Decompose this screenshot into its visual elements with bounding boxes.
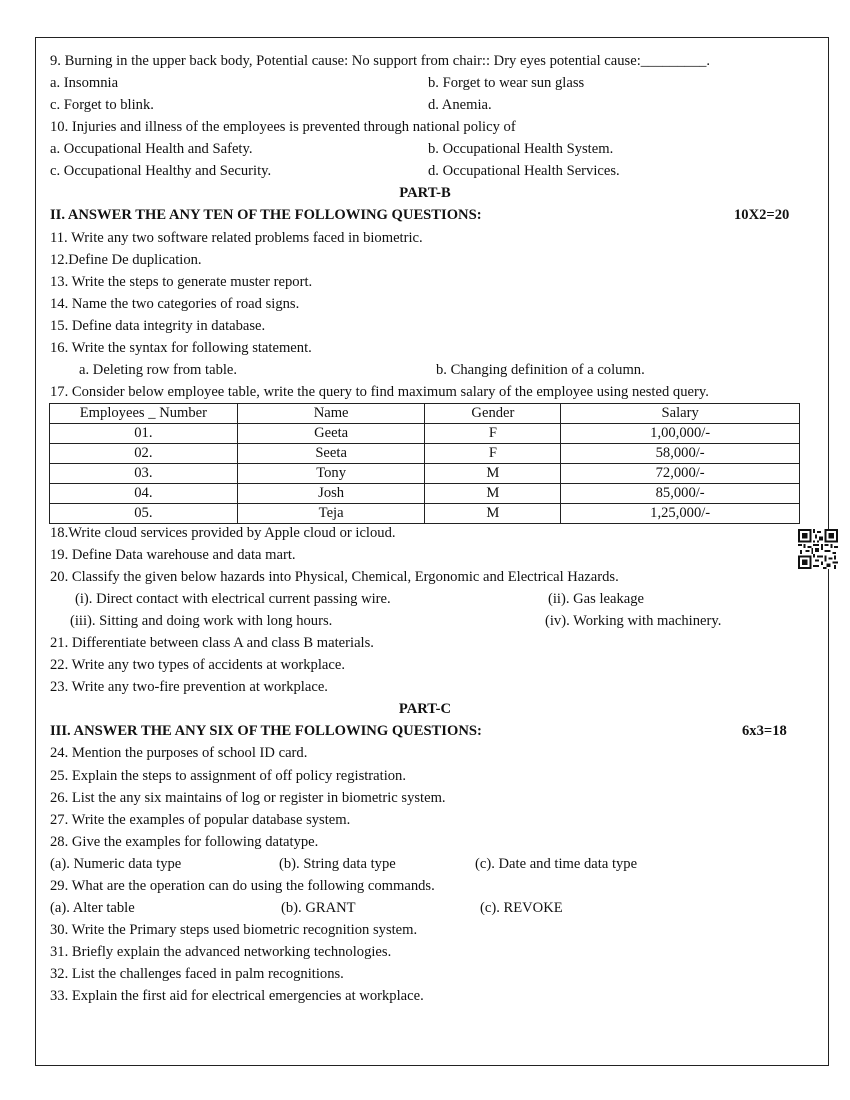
table-row [50,484,800,504]
q16-part-b: b. Changing definition of a column. [436,362,645,378]
question-16: 16. Write the syntax for following statement. [50,340,312,356]
question-25: 25. Explain the steps to assignment of off policy registration. [50,768,407,784]
table-cell: 01. [50,424,238,444]
question-15: 15. Define data integrity in database. [50,318,266,334]
question-22: 22. Write any two types of accidents at workplace. [50,657,345,673]
question-17: 17. Consider below employee table, write the query to find maximum salary of the employee using nested query. [50,384,709,400]
part-b-marks: 10X2=20 [734,207,790,223]
part-b-instruction: II. ANSWER THE ANY TEN OF THE FOLLOWING QUESTIONS: [50,207,482,223]
q9-option-d: d. Anemia. [428,97,492,113]
q10-option-a: a. Occupational Health and Safety. [50,141,253,157]
table-cell: Geeta [237,424,425,444]
question-13: 13. Write the steps to generate muster report. [50,274,313,290]
q20-item-iv: (iv). Working with machinery. [545,613,722,629]
table-cell: 72,000/- [561,464,800,484]
question-24: 24. Mention the purposes of school ID card. [50,745,308,761]
q29-option-b: (b). GRANT [281,900,356,916]
table-cell: 04. [50,484,238,504]
table-row [50,464,800,484]
part-c-marks: 6x3=18 [742,723,787,739]
q9-option-c: c. Forget to blink. [50,97,154,113]
question-9: 9. Burning in the upper back body, Potential cause: No support from chair:: Dry eyes potential cause:_________. [50,53,711,69]
q10-option-d: d. Occupational Health Services. [428,163,620,179]
table-cell: Tony [237,464,425,484]
part-c-instruction: III. ANSWER THE ANY SIX OF THE FOLLOWING QUESTIONS: [50,723,482,739]
q28-option-a: (a). Numeric data type [50,856,182,872]
question-21: 21. Differentiate between class A and class B materials. [50,635,374,651]
question-14: 14. Name the two categories of road signs. [50,296,300,312]
table-cell: 1,25,000/- [561,504,800,524]
table-cell: 85,000/- [561,484,800,504]
question-27: 27. Write the examples of popular database system. [50,812,351,828]
question-28: 28. Give the examples for following datatype. [50,834,319,850]
qr-code-icon [798,529,838,569]
table-cell: Seeta [237,444,425,464]
table-cell: 05. [50,504,238,524]
table-cell: M [425,464,561,484]
table-header: Name [237,404,425,424]
q28-option-c: (c). Date and time data type [475,856,638,872]
question-18: 18.Write cloud services provided by Apple cloud or icloud. [50,525,396,541]
question-11: 11. Write any two software related problems faced in biometric. [50,230,423,246]
table-cell: M [425,484,561,504]
part-b-title: PART-B [399,185,451,201]
table-cell: 02. [50,444,238,464]
q10-option-c: c. Occupational Healthy and Security. [50,163,272,179]
question-12: 12.Define De duplication. [50,252,202,268]
table-header-row [50,404,800,424]
question-30: 30. Write the Primary steps used biometric recognition system. [50,922,418,938]
table-cell: 58,000/- [561,444,800,464]
table-cell: 1,00,000/- [561,424,800,444]
table-row [50,444,800,464]
q20-item-ii: (ii). Gas leakage [548,591,645,607]
question-32: 32. List the challenges faced in palm recognitions. [50,966,344,982]
table-header: Salary [561,404,800,424]
question-31: 31. Briefly explain the advanced networking technologies. [50,944,392,960]
question-10: 10. Injuries and illness of the employees is prevented through national policy of [50,119,516,135]
q28-option-b: (b). String data type [279,856,396,872]
table-row [50,424,800,444]
q20-item-i: (i). Direct contact with electrical current passing wire. [75,591,391,607]
table-cell: F [425,424,561,444]
question-26: 26. List the any six maintains of log or register in biometric system. [50,790,446,806]
q29-option-a: (a). Alter table [50,900,135,916]
table-cell: 03. [50,464,238,484]
question-33: 33. Explain the first aid for electrical emergencies at workplace. [50,988,424,1004]
q9-option-b: b. Forget to wear sun glass [428,75,585,91]
table-header: Gender [425,404,561,424]
q29-option-c: (c). REVOKE [480,900,563,916]
part-c-title: PART-C [398,701,452,717]
employee-table [49,403,800,524]
question-29: 29. What are the operation can do using the following commands. [50,878,435,894]
table-cell: F [425,444,561,464]
q9-option-a: a. Insomnia [50,75,119,91]
q16-part-a: a. Deleting row from table. [79,362,238,378]
table-row [50,504,800,524]
question-20: 20. Classify the given below hazards into Physical, Chemical, Ergonomic and Electrical Hazards. [50,569,619,585]
table-cell: Josh [237,484,425,504]
question-19: 19. Define Data warehouse and data mart. [50,547,296,563]
table-header: Employees _ Number [50,404,238,424]
table-cell: Teja [237,504,425,524]
table-cell: M [425,504,561,524]
q20-item-iii: (iii). Sitting and doing work with long hours. [70,613,333,629]
q10-option-b: b. Occupational Health System. [428,141,614,157]
question-23: 23. Write any two-fire prevention at workplace. [50,679,328,695]
